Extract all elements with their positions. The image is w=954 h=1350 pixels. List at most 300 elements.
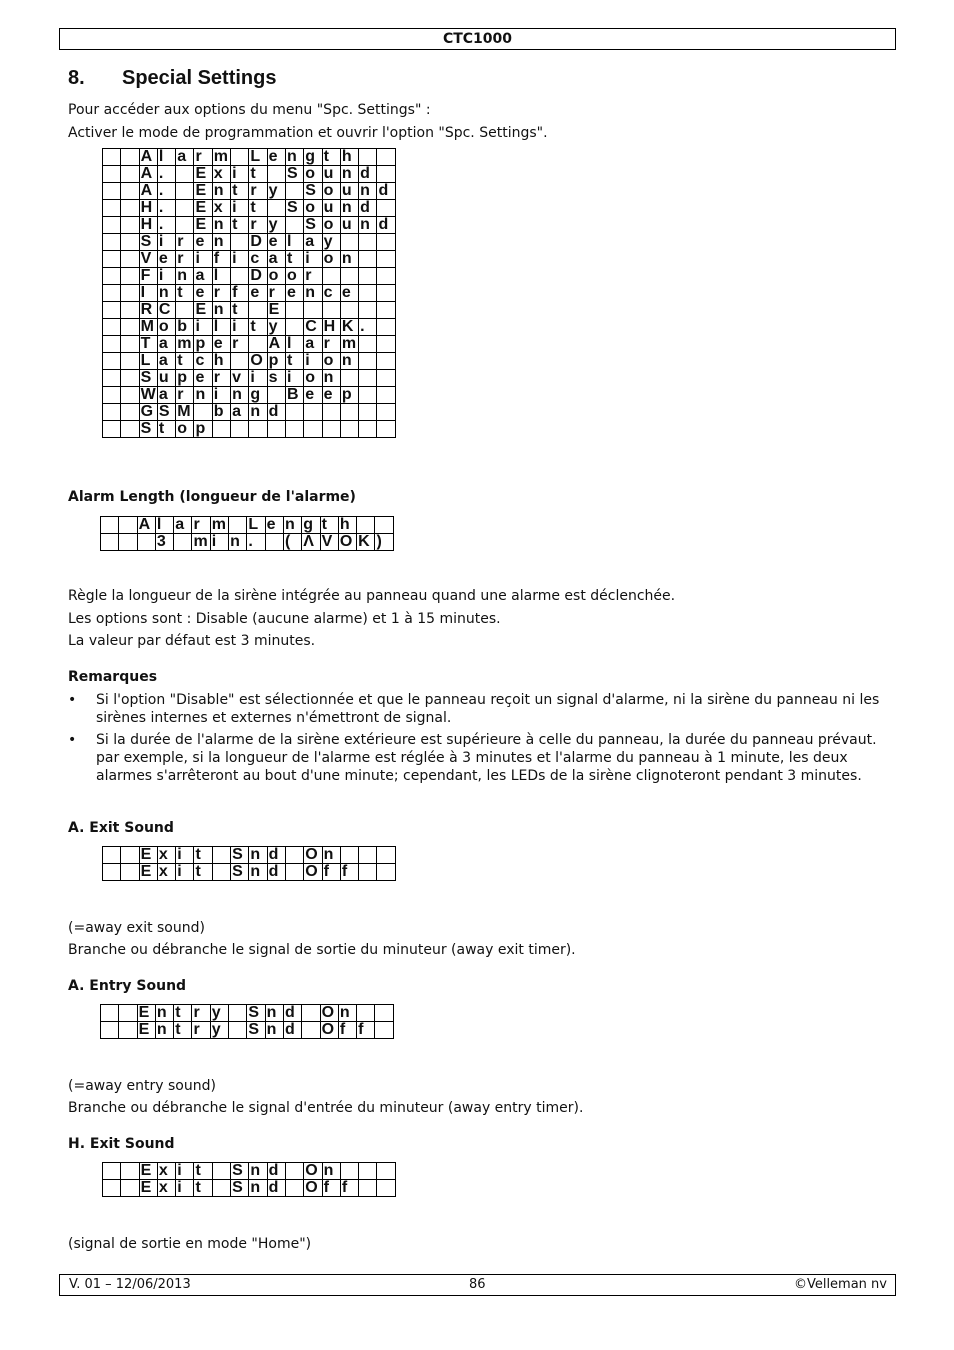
lcd-cell: [359, 387, 377, 404]
lcd-cell: [176, 302, 194, 319]
lcd-cell: [322, 302, 340, 319]
lcd-cell: [359, 864, 377, 881]
lcd-cell: i: [194, 319, 212, 336]
lcd-cell: a: [157, 336, 175, 353]
a-entry-para-2: Branche ou débranche le signal d'entrée du minuteur (away entry timer).: [68, 1100, 584, 1116]
alarm-length-para-1: Règle la longueur de la sirène intégrée au panneau quand une alarme est déclenchée.: [68, 588, 676, 604]
lcd-cell: [231, 421, 249, 438]
lcd-cell: d: [283, 1005, 301, 1022]
lcd-cell: u: [322, 200, 340, 217]
lcd-cell: i: [249, 370, 267, 387]
lcd-cell: M: [139, 319, 157, 336]
lcd-cell: f: [357, 1022, 375, 1039]
alarm-length-heading: Alarm Length (longueur de l'alarme): [68, 489, 356, 505]
lcd-cell: [231, 268, 249, 285]
lcd-cell: y: [322, 234, 340, 251]
lcd-cell: [377, 864, 395, 881]
lcd-cell: n: [340, 166, 358, 183]
lcd-row: [103, 1163, 396, 1180]
lcd-cell: r: [249, 217, 267, 234]
lcd-cell: H: [139, 200, 157, 217]
lcd-cell: [359, 149, 377, 166]
lcd-cell: [103, 285, 121, 302]
lcd-cell: r: [192, 517, 210, 534]
lcd-cell: [103, 387, 121, 404]
lcd-cell: [249, 302, 267, 319]
lcd-cell: a: [304, 234, 322, 251]
lcd-cell: i: [176, 864, 194, 881]
lcd-cell: e: [212, 336, 230, 353]
lcd-cell: t: [285, 353, 303, 370]
lcd-cell: n: [249, 847, 267, 864]
lcd-cell: c: [194, 353, 212, 370]
lcd-cell: [103, 847, 121, 864]
lcd-cell: [121, 1180, 139, 1197]
lcd-cell: [101, 517, 119, 534]
alarm-length-para-2: Les options sont : Disable (aucune alarme) et 1 à 15 minutes.: [68, 611, 501, 627]
lcd-cell: f: [231, 285, 249, 302]
lcd-cell: S: [247, 1022, 265, 1039]
lcd-cell: [377, 370, 395, 387]
lcd-cell: n: [229, 534, 247, 551]
lcd-cell: i: [304, 353, 322, 370]
lcd-row: [101, 517, 394, 534]
lcd-cell: E: [267, 302, 285, 319]
lcd-cell: [249, 421, 267, 438]
lcd-cell: [212, 1180, 230, 1197]
lcd-cell: r: [194, 149, 212, 166]
lcd-cell: s: [267, 370, 285, 387]
lcd-cell: G: [139, 404, 157, 421]
lcd-cell: [103, 353, 121, 370]
lcd-cell: .: [157, 200, 175, 217]
lcd-cell: [302, 1022, 320, 1039]
lcd-cell: n: [359, 217, 377, 234]
lcd-cell: [231, 353, 249, 370]
lcd-cell: [121, 421, 139, 438]
lcd-cell: [103, 217, 121, 234]
lcd-cell: f: [322, 864, 340, 881]
lcd-cell: h: [340, 149, 358, 166]
lcd-cell: f: [322, 1180, 340, 1197]
lcd-cell: [249, 336, 267, 353]
lcd-cell: r: [267, 285, 285, 302]
lcd-cell: [103, 166, 121, 183]
lcd-cell: [285, 217, 303, 234]
lcd-cell: [103, 302, 121, 319]
lcd-cell: [176, 217, 194, 234]
lcd-cell: Λ: [302, 534, 320, 551]
lcd-cell: S: [231, 847, 249, 864]
lcd-cell: [285, 1163, 303, 1180]
lcd-cell: g: [304, 149, 322, 166]
lcd-cell: [121, 183, 139, 200]
lcd-cell: [377, 847, 395, 864]
lcd-cell: V: [139, 251, 157, 268]
lcd-cell: K: [357, 534, 375, 551]
lcd-cell: [103, 251, 121, 268]
lcd-cell: [377, 166, 395, 183]
lcd-cell: C: [157, 302, 175, 319]
lcd-cell: [377, 1180, 395, 1197]
lcd-cell: e: [285, 285, 303, 302]
lcd-cell: o: [304, 370, 322, 387]
lcd-cell: t: [174, 1005, 192, 1022]
lcd-cell: e: [340, 285, 358, 302]
lcd-cell: 3: [155, 534, 173, 551]
lcd-cell: m: [176, 336, 194, 353]
lcd-cell: [121, 149, 139, 166]
lcd-row: [103, 370, 396, 387]
lcd-cell: E: [139, 1180, 157, 1197]
lcd-cell: t: [249, 319, 267, 336]
lcd-cell: E: [139, 847, 157, 864]
lcd-cell: u: [340, 183, 358, 200]
lcd-cell: [121, 268, 139, 285]
lcd-cell: E: [194, 166, 212, 183]
lcd-cell: n: [340, 200, 358, 217]
lcd-cell: y: [210, 1005, 228, 1022]
lcd-cell: r: [176, 387, 194, 404]
lcd-cell: x: [212, 200, 230, 217]
lcd-cell: [322, 421, 340, 438]
lcd-row: [103, 285, 396, 302]
lcd-cell: [285, 404, 303, 421]
lcd-cell: [121, 404, 139, 421]
lcd-cell: S: [304, 183, 322, 200]
lcd-cell: o: [322, 353, 340, 370]
lcd-cell: [357, 517, 375, 534]
lcd-row: [101, 1005, 394, 1022]
lcd-cell: n: [359, 183, 377, 200]
lcd-cell: [377, 149, 395, 166]
lcd-cell: O: [304, 1180, 322, 1197]
lcd-cell: V: [320, 534, 338, 551]
lcd-cell: d: [359, 166, 377, 183]
lcd-cell: E: [137, 1022, 155, 1039]
lcd-cell: E: [139, 1163, 157, 1180]
lcd-cell: [359, 1163, 377, 1180]
lcd-cell: f: [340, 864, 358, 881]
lcd-row: [103, 1180, 396, 1197]
lcd-cell: A: [139, 149, 157, 166]
lcd-cell: [119, 534, 137, 551]
lcd-cell: n: [322, 847, 340, 864]
lcd-cell: e: [157, 251, 175, 268]
lcd-row: [103, 421, 396, 438]
lcd-cell: n: [249, 1163, 267, 1180]
lcd-cell: n: [249, 404, 267, 421]
lcd-cell: [267, 421, 285, 438]
menu-lcd-grid: [102, 148, 396, 438]
lcd-cell: e: [194, 234, 212, 251]
lcd-cell: .: [157, 183, 175, 200]
lcd-cell: c: [322, 285, 340, 302]
lcd-cell: t: [285, 251, 303, 268]
lcd-cell: S: [157, 404, 175, 421]
lcd-cell: [340, 404, 358, 421]
lcd-cell: [340, 370, 358, 387]
lcd-cell: n: [322, 370, 340, 387]
lcd-cell: [302, 1005, 320, 1022]
lcd-cell: e: [322, 387, 340, 404]
lcd-cell: E: [194, 200, 212, 217]
lcd-cell: [377, 421, 395, 438]
lcd-cell: [375, 1022, 393, 1039]
lcd-cell: l: [155, 517, 173, 534]
lcd-cell: i: [231, 166, 249, 183]
lcd-cell: d: [377, 183, 395, 200]
lcd-cell: [340, 1163, 358, 1180]
lcd-cell: O: [249, 353, 267, 370]
lcd-cell: K: [340, 319, 358, 336]
lcd-cell: [322, 404, 340, 421]
lcd-cell: [174, 534, 192, 551]
lcd-cell: n: [231, 387, 249, 404]
lcd-cell: u: [157, 370, 175, 387]
lcd-cell: r: [176, 234, 194, 251]
a-exit-lcd: [102, 846, 396, 881]
lcd-cell: n: [194, 387, 212, 404]
lcd-cell: t: [174, 1022, 192, 1039]
lcd-cell: [103, 421, 121, 438]
lcd-cell: n: [304, 285, 322, 302]
lcd-cell: f: [212, 251, 230, 268]
a-entry-lcd: [100, 1004, 394, 1039]
lcd-cell: [322, 268, 340, 285]
lcd-cell: [285, 847, 303, 864]
lcd-cell: M: [176, 404, 194, 421]
lcd-cell: a: [304, 336, 322, 353]
lcd-cell: e: [249, 285, 267, 302]
h-exit-heading: H. Exit Sound: [68, 1136, 175, 1152]
lcd-cell: [231, 234, 249, 251]
lcd-cell: S: [231, 1180, 249, 1197]
lcd-cell: [103, 200, 121, 217]
remarques-list: [68, 691, 888, 789]
lcd-cell: i: [157, 234, 175, 251]
lcd-row: [103, 251, 396, 268]
lcd-cell: o: [176, 421, 194, 438]
lcd-cell: [285, 302, 303, 319]
lcd-cell: r: [304, 268, 322, 285]
lcd-cell: [304, 302, 322, 319]
lcd-cell: S: [139, 234, 157, 251]
lcd-cell: n: [212, 302, 230, 319]
intro-line-2: Activer le mode de programmation et ouvrir l'option "Spc. Settings".: [68, 125, 548, 141]
lcd-cell: i: [157, 268, 175, 285]
section-number: 8.: [68, 67, 85, 89]
lcd-cell: t: [194, 1163, 212, 1180]
lcd-cell: [375, 1005, 393, 1022]
lcd-cell: i: [212, 387, 230, 404]
lcd-cell: e: [267, 234, 285, 251]
lcd-cell: [377, 200, 395, 217]
lcd-cell: i: [176, 1163, 194, 1180]
lcd-cell: [377, 336, 395, 353]
lcd-cell: i: [304, 251, 322, 268]
lcd-cell: e: [194, 285, 212, 302]
lcd-cell: l: [285, 234, 303, 251]
lcd-cell: d: [267, 864, 285, 881]
lcd-row: [103, 149, 396, 166]
lcd-cell: t: [194, 1180, 212, 1197]
lcd-cell: b: [212, 404, 230, 421]
lcd-cell: L: [247, 517, 265, 534]
lcd-cell: f: [340, 1180, 358, 1197]
lcd-cell: [231, 149, 249, 166]
lcd-cell: [377, 285, 395, 302]
lcd-cell: [359, 285, 377, 302]
lcd-cell: n: [338, 1005, 356, 1022]
lcd-cell: d: [377, 217, 395, 234]
lcd-cell: [377, 353, 395, 370]
lcd-cell: H: [322, 319, 340, 336]
lcd-cell: [265, 534, 283, 551]
lcd-row: [103, 353, 396, 370]
lcd-cell: i: [176, 847, 194, 864]
lcd-cell: n: [176, 268, 194, 285]
lcd-cell: x: [157, 1180, 175, 1197]
lcd-cell: [103, 1163, 121, 1180]
lcd-cell: [304, 421, 322, 438]
lcd-cell: d: [267, 847, 285, 864]
lcd-cell: ): [375, 534, 393, 551]
lcd-cell: o: [304, 166, 322, 183]
lcd-cell: y: [267, 319, 285, 336]
lcd-cell: [375, 517, 393, 534]
lcd-cell: [176, 166, 194, 183]
lcd-cell: C: [304, 319, 322, 336]
lcd-cell: [377, 387, 395, 404]
lcd-cell: [101, 534, 119, 551]
lcd-cell: A: [137, 517, 155, 534]
lcd-cell: g: [302, 517, 320, 534]
lcd-cell: r: [249, 183, 267, 200]
lcd-cell: [285, 319, 303, 336]
lcd-cell: [121, 234, 139, 251]
lcd-cell: E: [139, 864, 157, 881]
lcd-cell: t: [231, 302, 249, 319]
lcd-cell: [357, 1005, 375, 1022]
lcd-row: [103, 387, 396, 404]
lcd-cell: [119, 1005, 137, 1022]
lcd-cell: t: [320, 517, 338, 534]
alarm-length-lcd: [100, 516, 394, 551]
lcd-cell: t: [176, 353, 194, 370]
lcd-cell: [377, 234, 395, 251]
lcd-cell: y: [267, 183, 285, 200]
lcd-row: [103, 336, 396, 353]
lcd-cell: S: [231, 1163, 249, 1180]
lcd-cell: [121, 336, 139, 353]
lcd-cell: [377, 302, 395, 319]
lcd-cell: i: [231, 251, 249, 268]
lcd-cell: a: [267, 251, 285, 268]
lcd-cell: B: [285, 387, 303, 404]
lcd-cell: [340, 234, 358, 251]
lcd-cell: [229, 517, 247, 534]
lcd-cell: d: [267, 1163, 285, 1180]
lcd-cell: t: [249, 166, 267, 183]
lcd-cell: [359, 370, 377, 387]
lcd-cell: [101, 1005, 119, 1022]
lcd-cell: [103, 268, 121, 285]
lcd-cell: m: [340, 336, 358, 353]
lcd-cell: A: [139, 166, 157, 183]
lcd-cell: [103, 370, 121, 387]
lcd-cell: p: [267, 353, 285, 370]
lcd-cell: n: [249, 864, 267, 881]
lcd-cell: [212, 421, 230, 438]
lcd-row: [103, 302, 396, 319]
list-item: • Si l'option "Disable" est sélectionnée et que le panneau reçoit un signal d'alarme, ni la sirène du panneau ni les sirènes internes et externes n'émettront de signal.: [68, 691, 888, 727]
lcd-cell: E: [194, 217, 212, 234]
lcd-cell: [121, 864, 139, 881]
lcd-cell: E: [194, 302, 212, 319]
lcd-cell: [101, 1022, 119, 1039]
lcd-cell: [359, 847, 377, 864]
lcd-cell: [103, 319, 121, 336]
lcd-cell: d: [267, 1180, 285, 1197]
lcd-cell: e: [304, 387, 322, 404]
lcd-cell: [377, 404, 395, 421]
lcd-cell: n: [285, 149, 303, 166]
lcd-cell: e: [265, 517, 283, 534]
lcd-cell: E: [137, 1005, 155, 1022]
lcd-cell: S: [285, 166, 303, 183]
lcd-cell: n: [155, 1022, 173, 1039]
lcd-cell: O: [338, 534, 356, 551]
lcd-cell: [121, 200, 139, 217]
lcd-cell: [121, 285, 139, 302]
lcd-cell: i: [210, 534, 228, 551]
lcd-cell: [340, 302, 358, 319]
lcd-cell: r: [212, 370, 230, 387]
lcd-cell: .: [247, 534, 265, 551]
lcd-cell: S: [304, 217, 322, 234]
lcd-cell: D: [249, 234, 267, 251]
lcd-cell: O: [304, 864, 322, 881]
lcd-cell: I: [139, 285, 157, 302]
lcd-cell: O: [320, 1005, 338, 1022]
lcd-cell: o: [267, 268, 285, 285]
lcd-cell: m: [192, 534, 210, 551]
lcd-cell: x: [157, 864, 175, 881]
lcd-cell: [103, 234, 121, 251]
lcd-cell: .: [359, 319, 377, 336]
h-exit-para-1: (signal de sortie en mode "Home"): [68, 1236, 312, 1252]
lcd-cell: [304, 404, 322, 421]
lcd-cell: t: [322, 149, 340, 166]
lcd-cell: e: [267, 149, 285, 166]
lcd-cell: T: [139, 336, 157, 353]
lcd-cell: [121, 847, 139, 864]
lcd-cell: r: [212, 285, 230, 302]
lcd-cell: [359, 234, 377, 251]
lcd-cell: [229, 1022, 247, 1039]
lcd-cell: [377, 319, 395, 336]
intro-line-1: Pour accéder aux options du menu "Spc. Settings" :: [68, 102, 431, 118]
lcd-cell: [377, 1163, 395, 1180]
lcd-cell: t: [249, 200, 267, 217]
lcd-cell: t: [231, 217, 249, 234]
lcd-cell: [137, 534, 155, 551]
section-heading: [68, 67, 277, 90]
lcd-cell: i: [176, 1180, 194, 1197]
lcd-cell: O: [304, 847, 322, 864]
a-exit-para-2: Branche ou débranche le signal de sortie du minuteur (away exit timer).: [68, 942, 576, 958]
